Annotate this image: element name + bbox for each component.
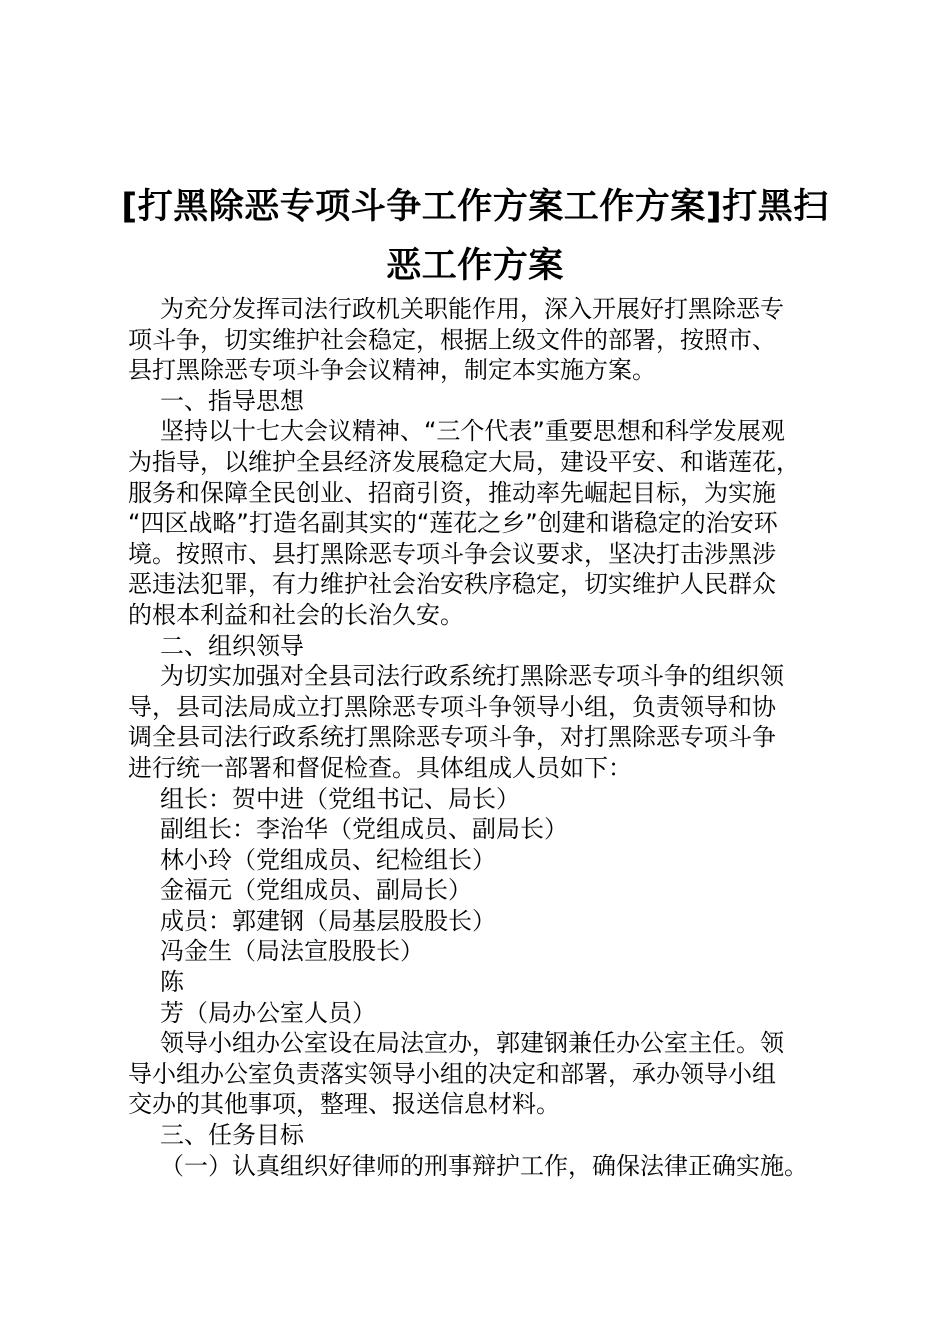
body-line: （一）认真组织好律师的刑事辩护工作，确保法律正确实施。	[160, 1151, 808, 1180]
body-line: 境。按照市、县打黑除恶专项斗争会议要求，坚决打击涉黑涉	[128, 539, 776, 568]
member-line: 成员：郭建钢（局基层股股长）	[160, 906, 496, 935]
body-line: 县打黑除恶专项斗争会议精神，制定本实施方案。	[128, 356, 656, 385]
body-line: 项斗争，切实维护社会稳定，根据上级文件的部署，按照市、	[128, 325, 776, 354]
body-line: 为切实加强对全县司法行政系统打黑除恶专项斗争的组织领	[160, 662, 784, 691]
body-line: 的根本利益和社会的长治久安。	[128, 600, 464, 629]
member-line: 芳（局办公室人员）	[160, 998, 376, 1027]
body-line: 为指导，以维护全县经济发展稳定大局，建设平安、和谐莲花，	[128, 447, 800, 476]
body-line: 进行统一部署和督促检查。具体组成人员如下：	[128, 753, 632, 782]
body-line: 服务和保障全民创业、招商引资，推动率先崛起目标，为实施	[128, 478, 776, 507]
member-line: 林小玲（党组成员、纪检组长）	[160, 845, 496, 874]
member-line: 冯金生（局法宣股股长）	[160, 937, 424, 966]
member-line: 副组长：李治华（党组成员、副局长）	[160, 815, 568, 844]
document-title-line-2: 恶工作方案	[386, 246, 564, 286]
section-heading-organization: 二、组织领导	[160, 631, 304, 660]
body-line: 交办的其他事项，整理、报送信息材料。	[128, 1090, 560, 1119]
document-body	[128, 294, 840, 1181]
body-line: 坚持以十七大会议精神、“三个代表”重要思想和科学发展观	[160, 417, 785, 446]
member-line: 陈	[160, 968, 184, 997]
member-line: 组长：贺中进（党组书记、局长）	[160, 784, 520, 813]
section-heading-task-goals: 三、任务目标	[160, 1121, 304, 1150]
member-line: 金福元（党组成员、副局长）	[160, 876, 472, 905]
section-heading-guiding-thought: 一、指导思想	[160, 386, 304, 415]
body-line: 为充分发挥司法行政机关职能作用，深入开展好打黑除恶专	[160, 295, 784, 323]
document-title-line-1: [打黑除恶专项斗争工作方案工作方案]打黑扫	[121, 187, 829, 227]
body-line: 调全县司法行政系统打黑除恶专项斗争，对打黑除恶专项斗争	[128, 723, 776, 752]
body-line: 领导小组办公室设在局法宣办，郭建钢兼任办公室主任。领	[160, 1029, 784, 1058]
body-line: 导，县司法局成立打黑除恶专项斗争领导小组，负责领导和协	[128, 692, 776, 721]
body-line: 恶违法犯罪，有力维护社会治安秩序稳定，切实维护人民群众	[128, 570, 776, 599]
body-line: “四区战略”打造名副其实的“莲花之乡”创建和谐稳定的治安环	[128, 509, 778, 538]
body-line: 导小组办公室负责落实领导小组的决定和部署，承办领导小组	[128, 1059, 776, 1088]
